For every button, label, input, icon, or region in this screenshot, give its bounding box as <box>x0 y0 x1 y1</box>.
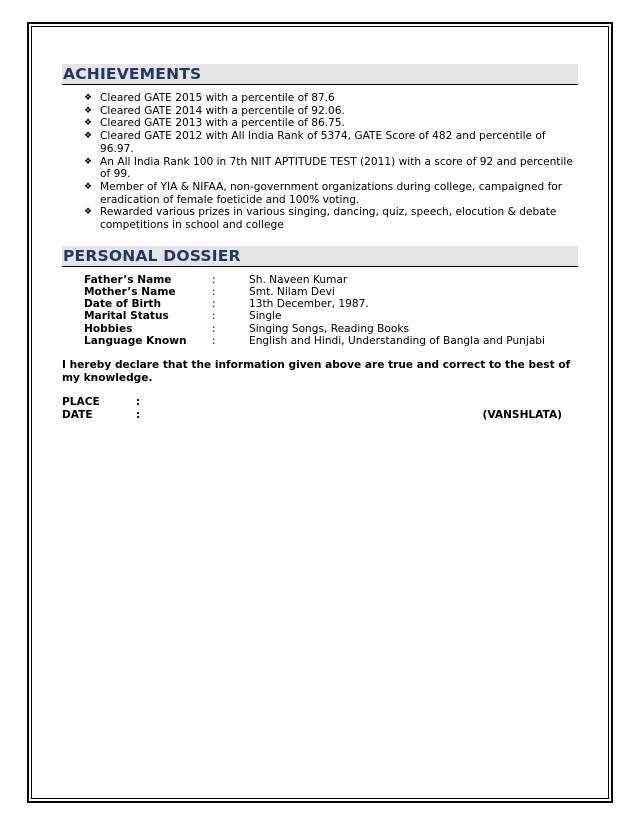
field-value: Singing Songs, Reading Books <box>249 322 410 335</box>
field-separator: : <box>212 273 216 286</box>
field-label: Hobbies <box>84 322 133 335</box>
list-item <box>84 181 578 206</box>
table-row <box>84 274 545 286</box>
personal-dossier-heading: PERSONAL DOSSIER <box>62 246 578 267</box>
signature-block <box>62 396 578 422</box>
field-value: Smt. Nilam Devi <box>249 285 335 298</box>
personal-dossier-section <box>62 246 578 347</box>
field-separator: : <box>212 310 216 323</box>
list-item <box>84 105 578 118</box>
table-row <box>84 310 545 322</box>
field-separator: : <box>212 334 216 347</box>
field-value: English and Hindi, Understanding of Bangla and Punjabi <box>249 334 545 347</box>
list-item <box>84 117 578 130</box>
field-separator: : <box>212 298 216 311</box>
table-row <box>84 323 545 335</box>
achievement-text: Member of YIA & NIFAA, non-government organizations during college, campaigned for eradication of female foeticide and 100% voting. <box>100 180 563 206</box>
diamond-bullet-icon: ❖ <box>84 207 93 218</box>
achievement-text: An All India Rank 100 in 7th NIIT APTITUDE TEST (2011) with a score of 92 and percentile of 99. <box>100 155 573 181</box>
diamond-bullet-icon: ❖ <box>84 93 93 103</box>
place-separator: : <box>136 396 141 409</box>
diamond-bullet-icon: ❖ <box>84 105 93 116</box>
field-separator: : <box>212 285 216 298</box>
table-row <box>84 335 545 347</box>
achievements-heading: ACHIEVEMENTS <box>62 64 578 85</box>
field-label: Marital Status <box>84 310 169 323</box>
list-item <box>84 130 578 155</box>
field-value: 13th December, 1987. <box>249 298 369 311</box>
field-label: Mother’s Name <box>84 285 176 298</box>
date-label: DATE <box>62 409 93 422</box>
field-separator: : <box>212 322 216 335</box>
date-row <box>62 409 578 422</box>
list-item <box>84 92 578 105</box>
achievement-text: Rewarded various prizes in various singing, dancing, quiz, speech, elocution & debate competitions in school and college <box>100 206 557 232</box>
resume-content <box>62 64 578 422</box>
signatory-name: (VANSHLATA) <box>482 409 562 422</box>
table-row <box>84 298 545 310</box>
field-value: Single <box>249 310 282 323</box>
diamond-bullet-icon: ❖ <box>84 118 93 129</box>
diamond-bullet-icon: ❖ <box>84 131 93 142</box>
personal-dossier-table <box>84 274 545 347</box>
place-label: PLACE <box>62 396 100 409</box>
place-row <box>62 396 578 409</box>
declaration-text: I hereby declare that the information given above are true and correct to the best of my knowledge. <box>62 358 571 384</box>
diamond-bullet-icon: ❖ <box>84 181 93 192</box>
date-separator: : <box>136 409 141 422</box>
field-label: Father’s Name <box>84 273 172 286</box>
field-label: Date of Birth <box>84 298 161 311</box>
achievement-text: Cleared GATE 2014 with a percentile of 92.06. <box>100 104 345 117</box>
list-item <box>84 156 578 181</box>
achievement-text: Cleared GATE 2012 with All India Rank of 5374, GATE Score of 482 and percentile of 96.97. <box>100 130 546 155</box>
achievement-text: Cleared GATE 2013 with a percentile of 86.75. <box>100 117 345 130</box>
achievements-list <box>62 92 578 232</box>
field-value: Sh. Naveen Kumar <box>249 273 348 286</box>
diamond-bullet-icon: ❖ <box>84 156 93 167</box>
achievement-text: Cleared GATE 2015 with a percentile of 87.6 <box>100 92 335 104</box>
table-row <box>84 286 545 298</box>
list-item <box>84 206 578 231</box>
field-label: Language Known <box>84 334 187 347</box>
